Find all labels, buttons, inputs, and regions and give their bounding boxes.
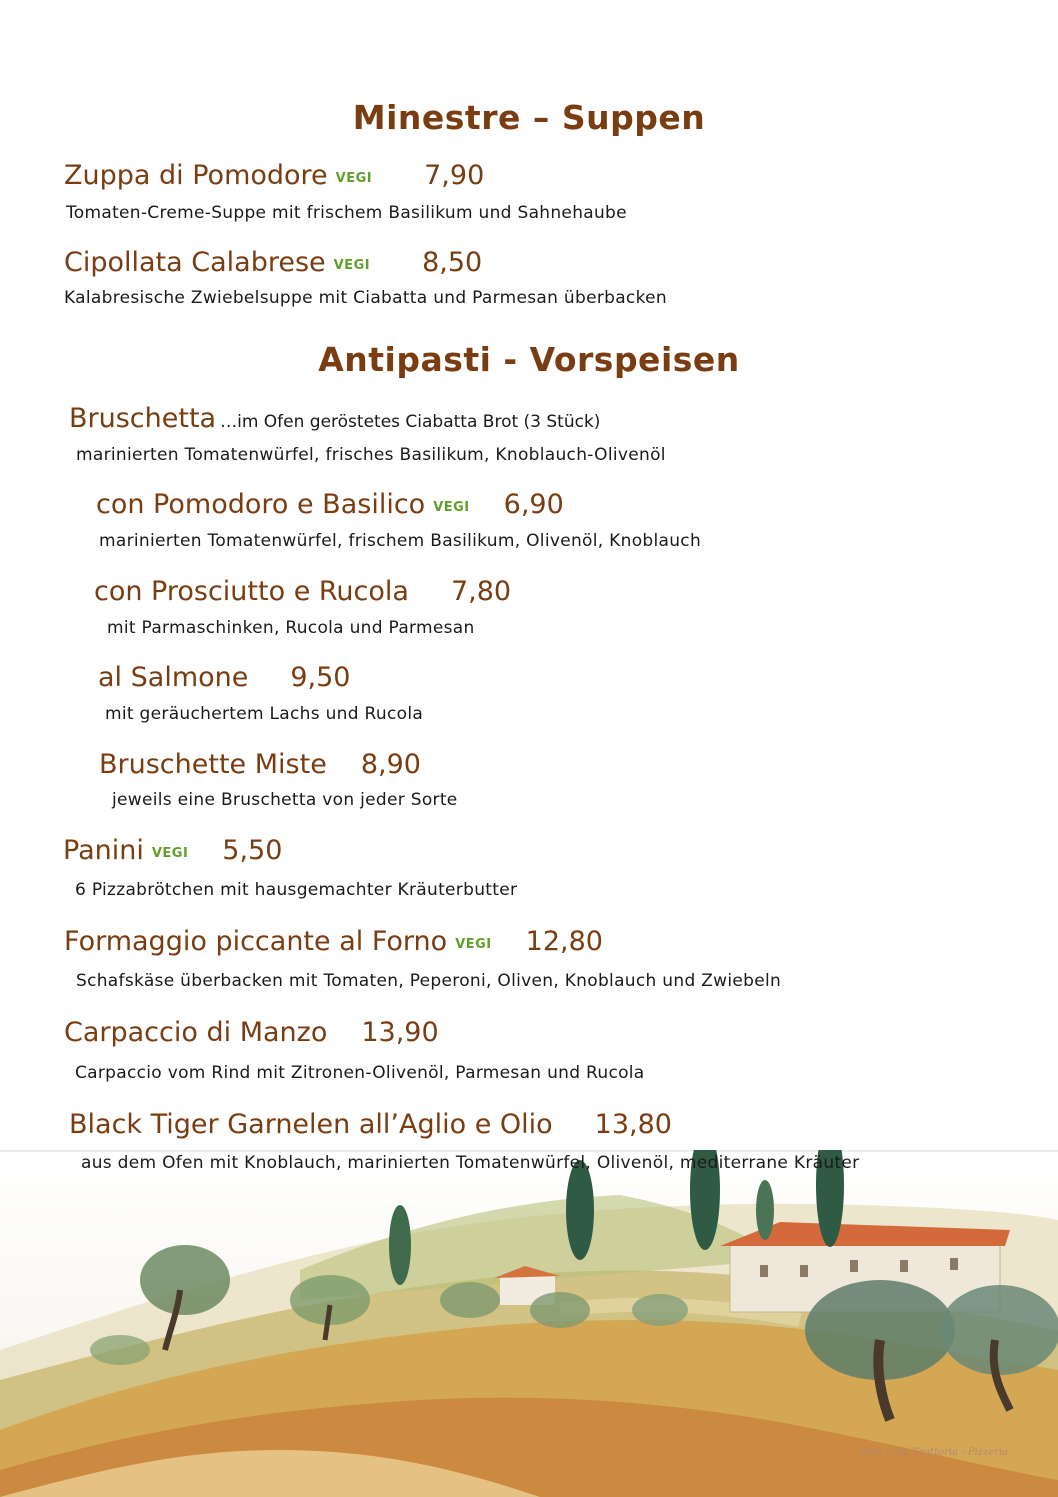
item-price: 6,90: [503, 489, 564, 520]
menu-item-panini: [63, 835, 282, 866]
item-description: mit Parmaschinken, Rucola und Parmesan: [107, 618, 475, 638]
section-title-suppen: Minestre – Suppen: [352, 98, 706, 137]
item-description: marinierten Tomatenwürfel, frischem Basilikum, Olivenöl, Knoblauch: [99, 531, 702, 551]
item-name: al Salmone: [98, 662, 249, 693]
menu-item-prosciutto-rucola: [94, 576, 511, 607]
menu-item-carpaccio: [64, 1017, 439, 1048]
item-name: con Pomodoro e Basilico: [96, 489, 426, 520]
menu-item-bruschetta: [69, 403, 600, 434]
vegi-badge: VEGI: [433, 500, 470, 515]
vegi-badge: VEGI: [151, 846, 189, 861]
item-price: 8,90: [360, 749, 421, 780]
item-price: 5,50: [222, 835, 283, 866]
vegi-badge: VEGI: [455, 937, 492, 952]
item-name: Black Tiger Garnelen all’Aglio e Olio: [69, 1109, 553, 1140]
item-name: Formaggio piccante al Forno: [64, 926, 448, 957]
menu-item-zuppa: [64, 160, 484, 191]
item-name: Zuppa di Pomodore: [64, 160, 328, 191]
menu-item-miste: [99, 749, 421, 780]
item-name: con Prosciutto e Rucola: [94, 576, 409, 607]
item-name: Bruschetta: [69, 403, 217, 434]
item-description: Kalabresische Zwiebelsuppe mit Ciabatta und Parmesan überbacken: [64, 288, 667, 308]
item-price: 13,80: [594, 1109, 672, 1140]
item-subtitle: …im Ofen geröstetes Ciabatta Brot (3 Stück): [220, 412, 601, 432]
item-price: 12,80: [525, 926, 603, 957]
item-description: mit geräuchertem Lachs und Rucola: [105, 704, 424, 724]
section-title-antipasti: Antipasti - Vorspeisen: [318, 340, 740, 379]
item-description: jeweils eine Bruschetta von jeder Sorte: [112, 790, 458, 810]
tuscan-landscape-illustration: [0, 1150, 1058, 1497]
vegi-badge: VEGI: [333, 258, 371, 273]
vegi-badge: VEGI: [335, 171, 373, 186]
menu-item-pomodoro-basilico: [96, 489, 564, 520]
menu-item-salmone: [98, 662, 350, 693]
item-price: 8,50: [422, 247, 483, 278]
item-price: 7,90: [424, 160, 485, 191]
menu-item-formaggio: [64, 926, 603, 957]
item-price: 13,90: [361, 1017, 439, 1048]
item-description: Tomaten-Creme-Suppe mit frischem Basilikum und Sahnehaube: [66, 203, 627, 223]
item-description: marinierten Tomatenwürfel, frisches Basilikum, Knoblauch-Olivenöl: [76, 445, 666, 465]
item-name: Panini: [63, 835, 144, 866]
item-name: Bruschette Miste: [99, 749, 327, 780]
item-description: Carpaccio vom Rind mit Zitronen-Olivenöl, Parmesan und Rucola: [75, 1063, 645, 1083]
item-price: 7,80: [450, 576, 512, 607]
item-name: Carpaccio di Manzo: [64, 1017, 328, 1048]
item-description: 6 Pizzabrötchen mit hausgemachter Kräuterbutter: [75, 880, 518, 900]
item-price: 9,50: [290, 662, 351, 693]
footer-signature: Park Café Trattoria - Pizzeria: [860, 1447, 1009, 1458]
item-name: Cipollata Calabrese: [64, 247, 326, 278]
menu-item-garnelen: [69, 1109, 672, 1140]
item-description: aus dem Ofen mit Knoblauch, marinierten Tomatenwürfel, Olivenöl, mediterrane Kräuter: [81, 1153, 860, 1173]
menu-item-cipollata: [64, 247, 482, 278]
item-description: Schafskäse überbacken mit Tomaten, Peperoni, Oliven, Knoblauch und Zwiebeln: [76, 971, 782, 991]
